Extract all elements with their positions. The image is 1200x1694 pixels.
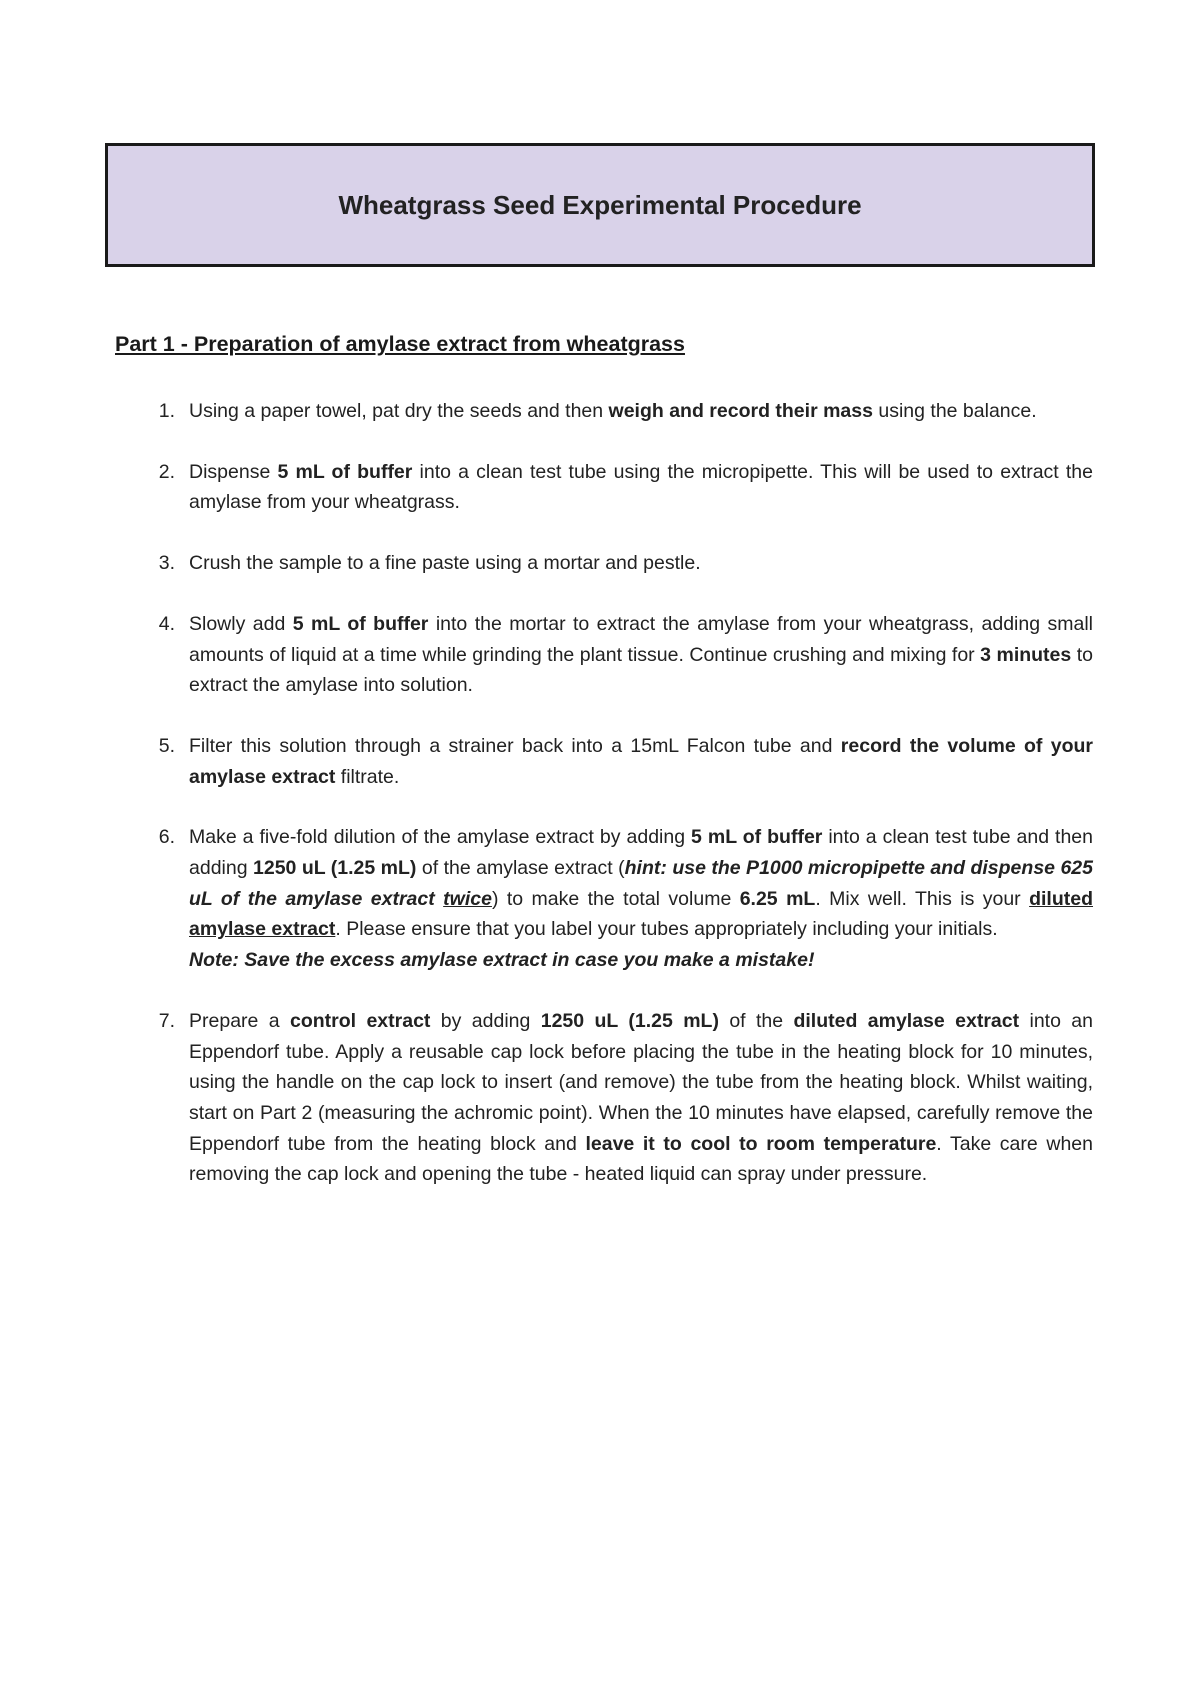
step-text-segment: by adding [430,1009,541,1032]
step-text-segment: Prepare a [189,1009,290,1032]
step-text-segment: ) to make the total volume [491,887,740,910]
step-text-segment: . Take care when removing the cap lock and opening the tube - heated liquid can spray under pressure. [189,1132,1093,1186]
step-text [189,822,1093,976]
step-text-segment: Using a paper towel, pat dry the seeds and then [189,400,609,422]
procedure-steps [115,396,1093,1220]
step-2 [115,457,1093,518]
step-1 [115,396,1093,427]
step-text-segment: into a clean test tube using the micropipette. This will be used to extract the amylase from your wheatgrass. [189,460,1093,514]
step-text-segment: of the [718,1009,794,1032]
step-text-segment: into an Eppendorf tube. Apply a reusable cap lock before placing the tube in the heating block for 10 minutes, using the handle on the cap lock to insert (and remove) the tube from the heating block. Whilst waiting, start on Part 2 (measuring the achromic point). When the 10 minutes have elapsed, carefully remove the Eppendorf tube from the heating block and [189,1009,1093,1155]
bold-underlined-text: diluted amylase extract [189,887,1094,941]
document-title: Wheatgrass Seed Experimental Procedure [338,189,862,220]
bold-italic-text: hint: use the P1000 micropipette and dispense 625 uL of the amylase extract [189,857,1093,910]
bold-text: 1250 uL (1.25 mL) [540,1009,719,1032]
step-text [189,731,1093,792]
step-number: 2. [158,460,175,483]
step-3 [115,548,1093,579]
step-text-segment: Dispense [189,460,278,483]
bold-text: weigh and record their mass [608,400,873,422]
bold-text: 3 minutes [980,643,1072,666]
step-5 [115,731,1093,792]
step-text [189,396,1093,427]
bold-text: 5 mL of buffer [691,826,823,849]
step-note: Note: Save the excess amylase extract in case you make a mistake! [189,949,815,972]
step-7 [115,1006,1093,1190]
step-text [189,609,1093,701]
bold-italic-underlined-text: twice [443,887,492,910]
bold-text: 1250 uL (1.25 mL) [253,857,417,880]
step-text-segment: Crush the sample to a fine paste using a mortar and pestle. [189,552,701,575]
step-text-segment: . Please ensure that you label your tubes appropriately including your initials. [335,918,998,941]
step-4 [115,609,1093,701]
step-number: 6. [158,826,175,849]
step-text-segment: of the amylase extract ( [416,857,625,880]
bold-text: leave it to cool to room temperature [585,1132,937,1155]
step-text-segment: Make a five-fold dilution of the amylase extract by adding [189,826,692,849]
step-number: 5. [158,734,175,757]
step-6 [115,822,1093,976]
step-text-segment: using the balance. [872,400,1037,422]
step-text-segment: filtrate. [335,765,400,788]
step-number: 3. [158,552,175,575]
title-box [105,143,1095,267]
step-text-segment: into the mortar to extract the amylase from your wheatgrass, adding small amounts of liquid at a time while grinding the plant tissue. Continue crushing and mixing for [189,612,1094,666]
step-text [189,1006,1093,1190]
step-text-segment: into a clean test tube and then adding [189,826,1093,880]
step-text [189,457,1093,518]
step-text-segment: Slowly add [189,612,293,635]
part1-heading: Part 1 - Preparation of amylase extract from wheatgrass [115,332,685,356]
bold-text: 5 mL of buffer [292,612,429,635]
bold-text: 5 mL of buffer [277,460,413,483]
step-number: 7. [158,1009,175,1032]
bold-text: 6.25 mL [739,887,816,910]
step-text-segment: Filter this solution through a strainer back into a 15mL Falcon tube and [189,734,841,757]
step-number: 4. [158,612,175,635]
step-text-segment: . Mix well. This is your [815,887,1030,910]
step-text [189,548,1093,579]
bold-text: control extract [290,1009,431,1032]
step-text-segment: to extract the amylase into solution. [189,643,1093,697]
step-number: 1. [158,400,175,422]
bold-text: diluted amylase extract [793,1009,1020,1032]
bold-text: record the volume of your amylase extract [189,734,1094,788]
